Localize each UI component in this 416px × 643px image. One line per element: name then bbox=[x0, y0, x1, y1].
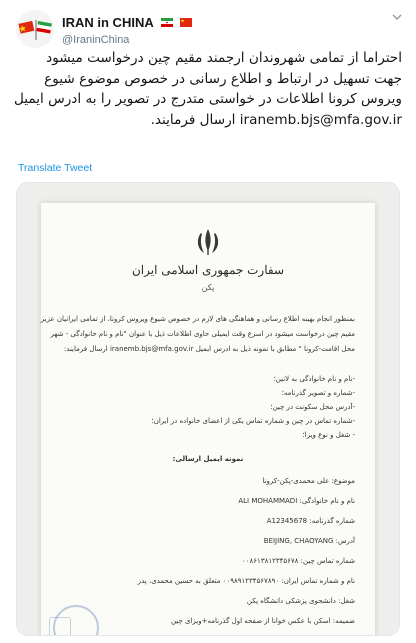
sample-email-line: شماره گذرنامه: A12345678 bbox=[266, 517, 355, 525]
sample-email-line: موضوع: علی محمدی-پکن-کرونا bbox=[262, 477, 355, 485]
caret-down-icon[interactable] bbox=[390, 12, 404, 26]
letter-heading: سفارت جمهوری اسلامی ایران bbox=[131, 263, 284, 277]
letter-field-item: -شماره و تصویر گذرنامه؛ bbox=[281, 389, 355, 397]
sample-email-line: ضمیمه: اسکن با عکس خوانا از صفحه اول گذرنامه+ویزای چین bbox=[170, 617, 355, 625]
letter-field-item: -شماره تماس در چین و شماره تماس یکی از اعضای خانواده در ایران؛ bbox=[151, 417, 355, 425]
letter-field-item: -آدرس محل سکونت در چین؛ bbox=[270, 403, 355, 411]
tweet-text: احتراما از تمامی شهروندان ارجمند مقیم چین درخواست میشود جهت تسهیل در ارتباط و اطلاع رسانی در خصوص موضوع شیوع ویروس کرونا اطلاعات در خواستی متدرج در تصویر را به ادرس ایمیل iranemb.bjs@mfa.gov.ir ارسال فرمایند. bbox=[14, 50, 402, 128]
letter-field-item: - شغل و نوع ویزا؛ bbox=[302, 431, 355, 439]
translate-tweet-link[interactable]: Translate Tweet bbox=[18, 162, 93, 174]
letter-paragraph-line: محل اقامت-کرونا " مطابق با نمونه ذیل به ادرس ایمیل iranemb.bjs@mfa.gov.ir ارسال فرمایند: bbox=[63, 345, 355, 353]
tweet-image[interactable] bbox=[16, 182, 400, 636]
iran-emblem-icon bbox=[191, 225, 225, 259]
letter-paragraph-line: مقیم چین درخواست میشود در اسرع وقت ایمیلی حاوی اطلاعات ذیل با عنوان "نام و نام خانوادگی - شهر bbox=[50, 330, 355, 338]
letter-field-item: -نام و نام خانوادگی به لاتین؛ bbox=[273, 375, 355, 383]
letter-location: پکن bbox=[201, 283, 215, 292]
sample-email-title: نمونه ایمیل ارسالی: bbox=[172, 455, 244, 463]
letter-paragraph-line: بمنظور انجام بهینه اطلاع رسانی و هماهنگی های لازم در خصوص شیوع ویروس کرونا، از تمامی ایرانیان عزیز bbox=[40, 315, 355, 323]
sample-email-line: نام و شماره تماس ایران: ۰۰۹۸۹۱۲۳۴۵۶۷۸۹۰ متعلق به حسین محمدی، پدر bbox=[137, 577, 355, 585]
user-handle[interactable]: @IraninChina bbox=[62, 34, 130, 46]
sample-email-line: آدرس: BEIJING, CHAOYANG bbox=[263, 537, 355, 545]
sample-email-line: شغل: دانشجوی پزشکی دانشگاه پکن bbox=[246, 597, 355, 605]
avatar-flags-icon bbox=[16, 10, 54, 48]
emblem-stamp bbox=[49, 617, 71, 636]
sample-email-line: نام و نام خانوادگی: ALI MOHAMMADI bbox=[238, 497, 355, 505]
display-name[interactable]: IRAN in CHINA bbox=[62, 15, 154, 30]
sample-email-line: شماره تماس چین: ۰۰۸۶۱۳۸۱۲۳۴۵۶۷۸ bbox=[242, 557, 355, 565]
avatar[interactable] bbox=[16, 10, 54, 48]
embassy-letter bbox=[41, 203, 375, 636]
tweet-header bbox=[16, 10, 406, 50]
iran-flag-icon bbox=[161, 18, 173, 27]
china-flag-icon bbox=[180, 18, 192, 27]
author-block bbox=[62, 12, 192, 46]
